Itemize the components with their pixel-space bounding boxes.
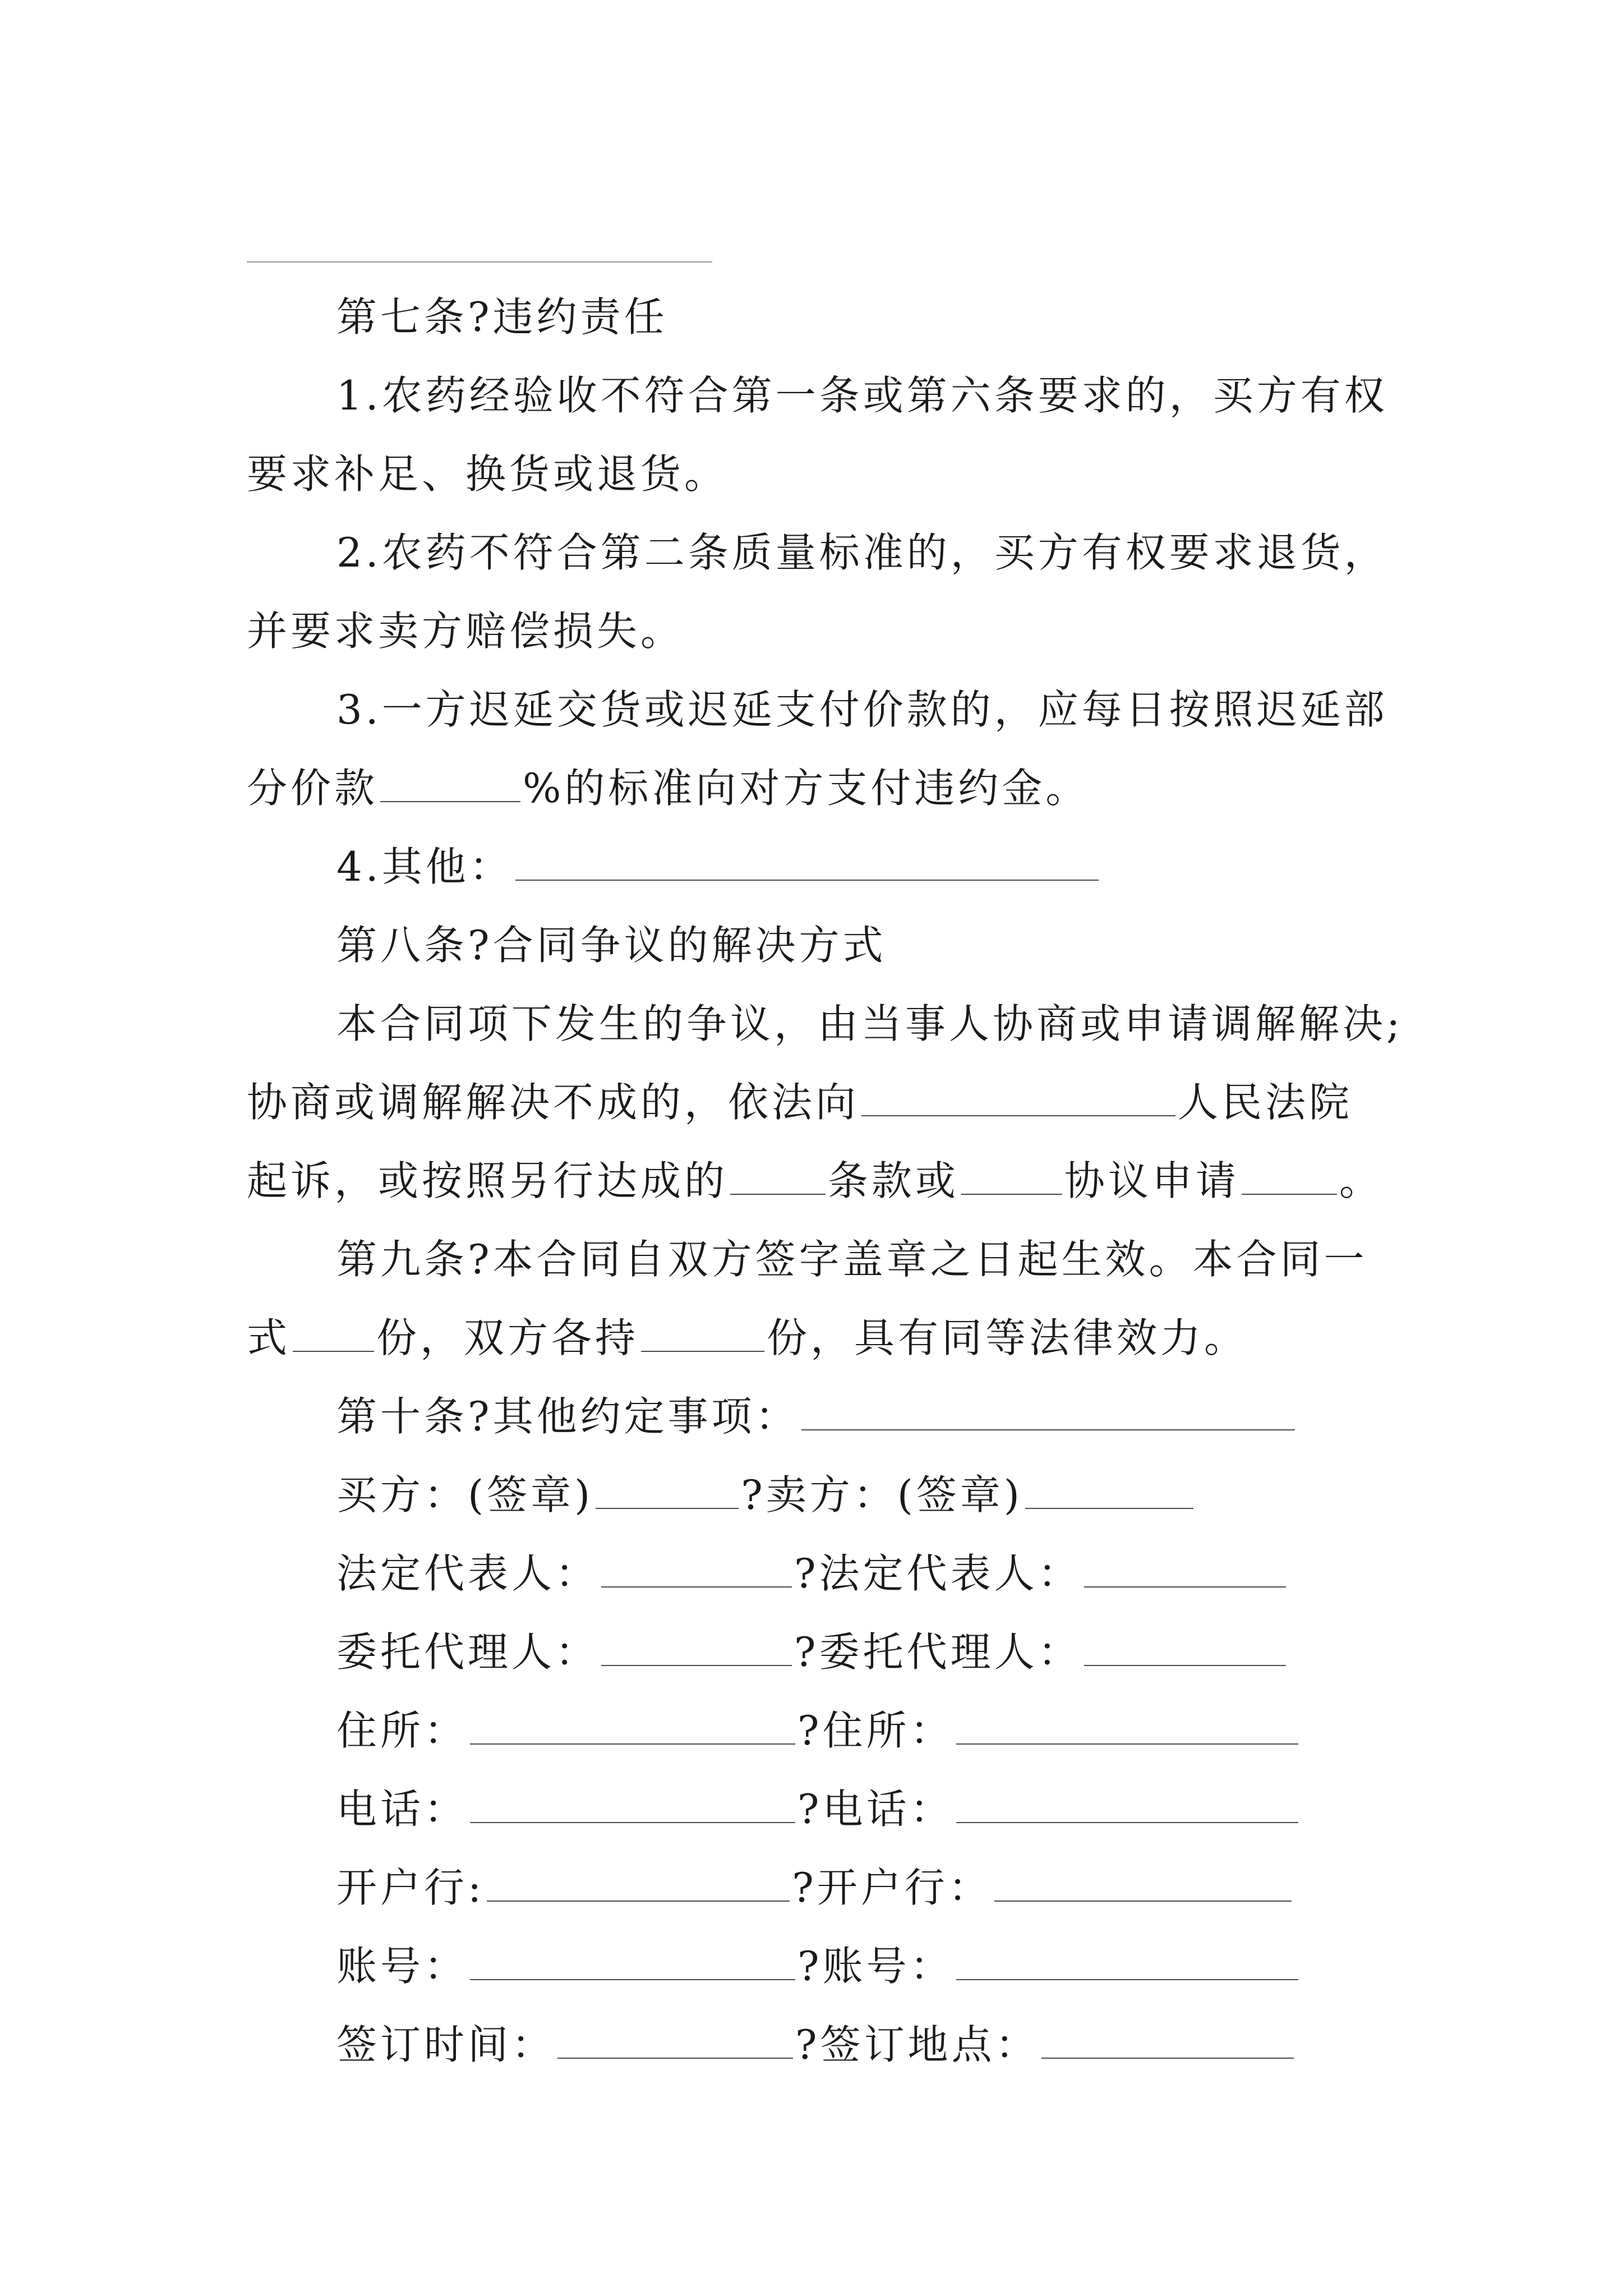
- copies-total-blank[interactable]: [293, 1310, 374, 1352]
- buyer-rep-blank[interactable]: [601, 1546, 792, 1588]
- article7-item3-line1: 3.一方迟延交货或迟延支付价款的，应每日按照迟延部: [336, 686, 1388, 733]
- arbitration-blank[interactable]: [1242, 1153, 1337, 1195]
- copies-each-blank[interactable]: [641, 1310, 764, 1352]
- header-rule: [247, 261, 712, 263]
- article9-line1: 第九条?本合同自双方签字盖章之日起生效。本合同一: [336, 1236, 1368, 1283]
- agreement-blank[interactable]: [961, 1153, 1062, 1195]
- signature-party-row: 买方：(签章) ?卖方：(签章): [336, 1467, 1396, 1523]
- article7-item2-line1: 2.农药不符合第二条质量标准的，买方有权要求退货，: [336, 529, 1388, 576]
- court-name-blank[interactable]: [861, 1075, 1175, 1116]
- signing-date-blank[interactable]: [557, 2017, 793, 2059]
- article7-heading: 第七条?违约责任: [336, 293, 668, 341]
- other-matters-blank[interactable]: [801, 1389, 1295, 1430]
- article10-line: 第十条?其他约定事项：: [336, 1388, 1396, 1444]
- seller-signature-blank[interactable]: [1025, 1467, 1193, 1509]
- article7-item1-line2: 要求补足、换货或退货。: [247, 450, 728, 498]
- signing-place-blank[interactable]: [1041, 2017, 1294, 2059]
- buyer-account-blank[interactable]: [470, 1939, 795, 1980]
- buyer-bank-blank[interactable]: [487, 1860, 790, 1902]
- article8-heading: 第八条?合同争议的解决方式: [336, 922, 887, 969]
- seller-address-blank[interactable]: [956, 1703, 1298, 1745]
- seller-agent-blank[interactable]: [1084, 1625, 1286, 1666]
- buyer-address-blank[interactable]: [470, 1703, 795, 1745]
- penalty-rate-blank[interactable]: [380, 761, 520, 802]
- article7-item4: 4.其他：: [336, 839, 1396, 895]
- signature-bank-row: 开户行: ?开户行：: [336, 1860, 1396, 1916]
- seller-rep-blank[interactable]: [1084, 1546, 1286, 1588]
- signature-rep-row: 法定代表人： ?法定代表人：: [336, 1545, 1396, 1602]
- signature-address-row: 住所： ?住所：: [336, 1703, 1396, 1759]
- article7-item2-line2: 并要求卖方赔偿损失。: [247, 608, 685, 655]
- buyer-phone-blank[interactable]: [470, 1782, 795, 1823]
- article7-item3-line2: 分价款 %的标准向对方支付违约金。: [247, 760, 1396, 816]
- signature-date-row: 签订时间： ?签订地点：: [336, 2017, 1396, 2073]
- signature-phone-row: 电话： ?电话：: [336, 1781, 1396, 1837]
- seller-phone-blank[interactable]: [956, 1782, 1298, 1823]
- signature-agent-row: 委托代理人： ?委托代理人：: [336, 1624, 1396, 1680]
- signature-account-row: 账号： ?账号：: [336, 1938, 1396, 1994]
- other-liability-blank[interactable]: [515, 839, 1099, 881]
- article8-line1: 本合同项下发生的争议，由当事人协商或申请调解解决;: [336, 1000, 1404, 1047]
- buyer-signature-blank[interactable]: [596, 1467, 739, 1509]
- clause-blank[interactable]: [730, 1153, 826, 1195]
- buyer-agent-blank[interactable]: [601, 1625, 792, 1666]
- article8-line2: 协商或调解解决不成的，依法向 人民法院: [247, 1074, 1396, 1130]
- article9-line2: 式 份，双方各持 份，具有同等法律效力。: [247, 1310, 1396, 1366]
- article8-line3: 起诉，或按照另行达成的 条款或 协议申请 。: [247, 1153, 1396, 1209]
- seller-account-blank[interactable]: [956, 1939, 1298, 1980]
- article7-item1-line1: 1.农药经验收不符合第一条或第六条要求的，买方有权: [336, 372, 1388, 419]
- seller-bank-blank[interactable]: [994, 1860, 1292, 1902]
